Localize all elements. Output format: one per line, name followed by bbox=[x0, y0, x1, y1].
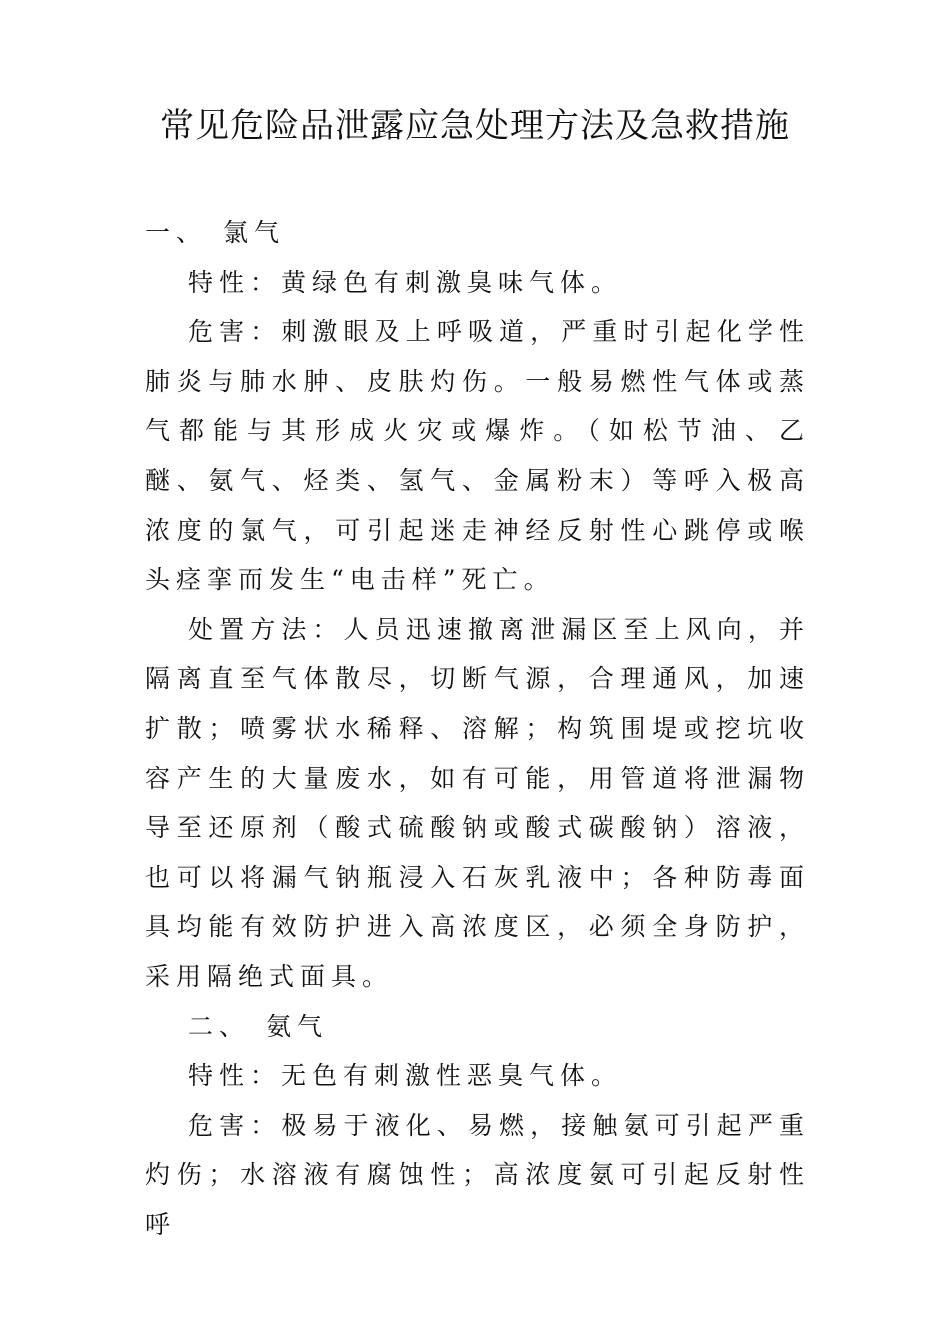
section-name: 氨气 bbox=[266, 1011, 329, 1041]
section-heading-chlorine bbox=[145, 208, 810, 258]
section-number: 二、 bbox=[188, 1011, 251, 1041]
paragraph-chlorine-disposal: 处置方法：人员迅速撤离泄漏区至上风向，并隔离直至气体散尽，切断气源，合理通风，加速扩散；喷雾状水稀释、溶解；构筑围堤或挖坑收容产生的大量废水，如有可能，用管道将泄漏物导至还原剂（酸式硫酸钠或酸式碳酸钠）溶液，也可以将漏气钠瓶浸入石灰乳液中；各种防毒面具均能有效防护进入高浓度区，必须全身防护，采用隔绝式面具。 bbox=[145, 614, 810, 991]
document-body bbox=[145, 208, 810, 1249]
paragraph-chlorine-properties: 特性：黄绿色有刺激臭味气体。 bbox=[188, 267, 623, 297]
paragraph-ammonia-hazards: 危害：极易于液化、易燃，接触氨可引起严重灼伤；水溶液有腐蚀性；高浓度氨可引起反射性呼 bbox=[145, 1110, 810, 1239]
page-title: 常见危险品泄露应急处理方法及急救措施 bbox=[160, 106, 790, 146]
section-heading-ammonia bbox=[145, 1002, 810, 1052]
paragraph-ammonia-properties: 特性：无色有刺激性恶臭气体。 bbox=[188, 1061, 623, 1091]
paragraph-chlorine-hazards: 危害：刺激眼及上呼吸道，严重时引起化学性肺炎与肺水肿、皮肤灼伤。一般易燃性气体或蒸气都能与其形成火灾或爆炸。（如松节油、乙醚、氨气、烃类、氢气、金属粉末）等呼入极高浓度的氯气，可引起迷走神经反射性心跳停或喉头痉挛而发生“电击样”死亡。 bbox=[145, 317, 810, 595]
section-number: 一、 bbox=[145, 218, 208, 247]
section-name: 氯气 bbox=[223, 218, 286, 247]
